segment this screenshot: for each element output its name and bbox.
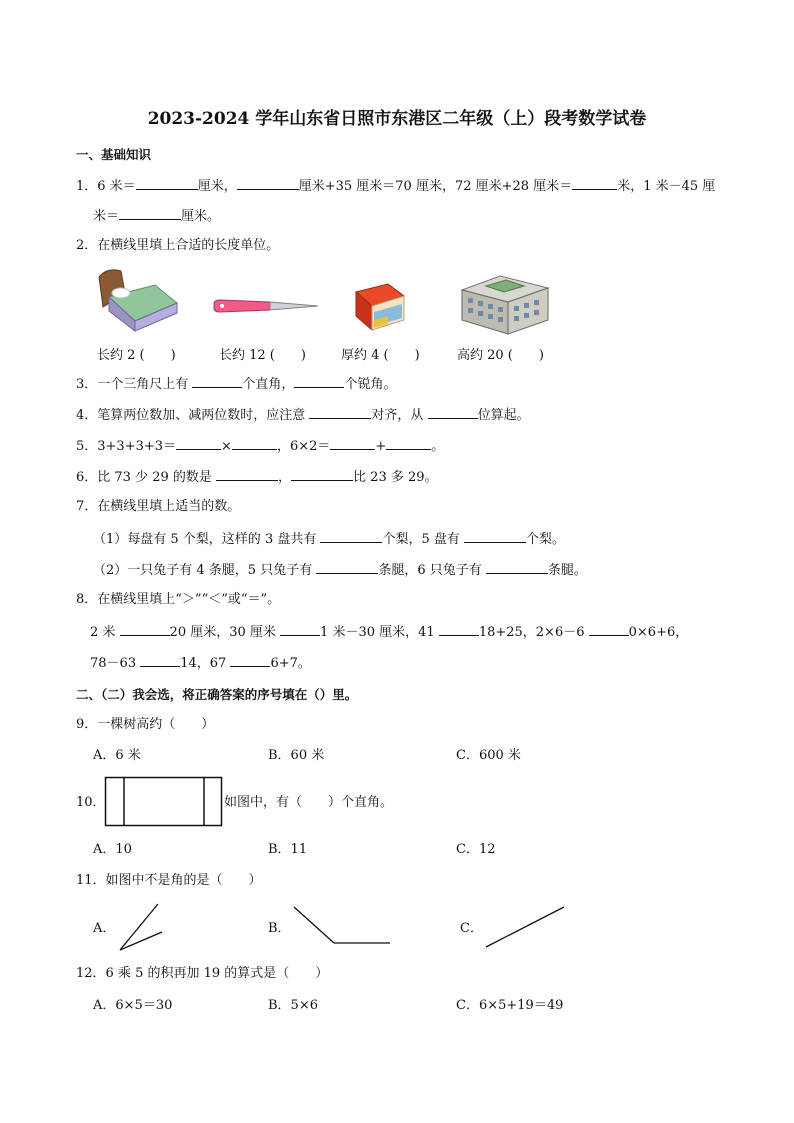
q5-text-a: 5．3+3+3+3＝ xyxy=(76,439,177,454)
question-6 xyxy=(76,467,438,487)
question-7-text: 7．在横线里填上适当的数。 xyxy=(76,499,241,514)
line-figure-c xyxy=(484,905,566,949)
question-1-line-2 xyxy=(93,206,220,226)
q3-blank-1[interactable] xyxy=(192,374,242,388)
caption-book: 厚约 4 ( ) xyxy=(341,348,420,363)
q5-blank-4[interactable] xyxy=(386,436,431,450)
q5-text-c: ，6×2＝ xyxy=(276,439,331,454)
q10-option-b[interactable]: B．11 xyxy=(268,842,308,857)
q7-s1-blank-1[interactable] xyxy=(320,529,382,543)
section-2-heading: 二、（二）我会选，将正确答案的序号填在（）里。 xyxy=(76,687,358,702)
q10-text: 如图中，有（ ）个直角。 xyxy=(224,795,394,810)
q8-blank-1[interactable] xyxy=(120,622,170,636)
page-title: 2023-2024 学年山东省日照市东港区二年级（上）段考数学试卷 xyxy=(147,109,647,129)
question-8-line-1 xyxy=(90,622,688,642)
q8-blank-6[interactable] xyxy=(230,653,270,667)
q8-blank-2[interactable] xyxy=(280,622,320,636)
q5-blank-1[interactable] xyxy=(176,436,221,450)
q9-option-b[interactable]: B．60 米 xyxy=(268,748,325,763)
q12-option-b[interactable]: B．5×6 xyxy=(268,998,318,1013)
q8-text-g: 14，67 xyxy=(180,656,227,671)
q6-blank-1[interactable] xyxy=(216,467,278,481)
q7-s1-text-a: （1）每盘有 5 个梨，这样的 3 盘共有 xyxy=(93,532,317,547)
q9-option-c[interactable]: C．600 米 xyxy=(456,748,521,763)
question-3 xyxy=(76,374,396,394)
q4-blank-2[interactable] xyxy=(428,405,478,419)
q10-option-c[interactable]: C．12 xyxy=(456,842,496,857)
q1-text-c: 厘米+35 厘米＝70 厘米，72 厘米+28 厘米＝ xyxy=(298,179,573,194)
q4-text-c: 位算起。 xyxy=(477,408,530,423)
book-icon xyxy=(352,282,408,334)
q5-text-d: + xyxy=(375,439,387,454)
q11-option-a[interactable]: A． xyxy=(93,921,116,936)
q1-text-a: 1．6 米＝ xyxy=(76,179,136,194)
q6-text-c: 比 23 多 29。 xyxy=(353,470,438,485)
q4-text-b: 对齐，从 xyxy=(371,408,424,423)
q1-blank-2[interactable] xyxy=(237,176,299,190)
section-1-heading: 一、基础知识 xyxy=(76,147,152,162)
q8-text-d: 18+25，2×6－6 xyxy=(478,625,585,640)
q8-text-h: 6+7。 xyxy=(270,656,311,671)
q11-option-b[interactable]: B． xyxy=(268,921,291,936)
q7-s1-text-b: 个梨，5 盘有 xyxy=(382,532,460,547)
q8-blank-3[interactable] xyxy=(439,622,479,636)
caption-knife: 长约 12 ( ) xyxy=(219,348,306,363)
q5-text-b: × xyxy=(221,439,232,454)
angle-figure-a xyxy=(118,902,164,952)
building-icon xyxy=(456,270,552,336)
question-7-sub-1 xyxy=(93,529,565,549)
q1-blank-3[interactable] xyxy=(572,176,617,190)
q1-text-e: 米＝ xyxy=(93,209,120,224)
q6-text-a: 6．比 73 少 29 的数是 xyxy=(76,470,212,485)
q6-text-b: ， xyxy=(278,470,292,485)
q8-text-f: 78－63 xyxy=(90,656,137,671)
q7-s2-blank-1[interactable] xyxy=(316,560,378,574)
q3-text-a: 3．一个三角尺上有 xyxy=(76,377,189,392)
question-7-sub-2 xyxy=(93,560,587,580)
q1-blank-4[interactable] xyxy=(119,206,181,220)
question-11-text: 11．如图中不是角的是（ ） xyxy=(76,873,262,888)
question-9-text: 9．一棵树高约（ ） xyxy=(76,717,215,732)
knife-icon xyxy=(212,296,320,318)
q8-blank-4[interactable] xyxy=(589,622,629,636)
q1-text-b: 厘米， xyxy=(197,179,237,194)
question-1-line-1 xyxy=(76,176,715,196)
angle-figure-b xyxy=(292,905,392,947)
q5-blank-3[interactable] xyxy=(330,436,375,450)
q9-option-a[interactable]: A．6 米 xyxy=(93,748,141,763)
q4-blank-1[interactable] xyxy=(309,405,371,419)
q5-blank-2[interactable] xyxy=(232,436,277,450)
question-2-text: 2．在横线里填上合适的长度单位。 xyxy=(76,238,280,253)
q6-blank-2[interactable] xyxy=(291,467,353,481)
q3-text-b: 个直角， xyxy=(242,377,295,392)
q10-option-a[interactable]: A．10 xyxy=(93,842,132,857)
question-8-line-2 xyxy=(90,653,311,673)
q7-s2-text-b: 条腿，6 只兔子有 xyxy=(378,563,482,578)
q8-text-a: 2 米 xyxy=(90,625,116,640)
q8-blank-5[interactable] xyxy=(140,653,180,667)
question-5 xyxy=(76,436,444,456)
caption-building: 高约 20 ( ) xyxy=(457,348,544,363)
q1-text-d: 米，1 米－45 厘 xyxy=(617,179,716,194)
q7-s1-blank-2[interactable] xyxy=(464,529,526,543)
q7-s2-text-a: （2）一只兔子有 4 条腿，5 只兔子有 xyxy=(93,563,313,578)
q1-text-f: 厘米。 xyxy=(181,209,221,224)
q4-text-a: 4．笔算两位数加、减两位数时，应注意 xyxy=(76,408,306,423)
question-12-text: 12．6 乘 5 的积再加 19 的算式是（ ） xyxy=(76,966,329,981)
q12-option-a[interactable]: A．6×5＝30 xyxy=(93,998,173,1013)
rectangle-figure xyxy=(104,776,224,828)
q5-text-e: 。 xyxy=(431,439,445,454)
caption-bed: 长约 2 ( ) xyxy=(97,348,176,363)
question-8-text: 8．在横线里填上“＞”“＜”或“＝”。 xyxy=(76,592,281,607)
q12-option-c[interactable]: C．6×5+19＝49 xyxy=(456,998,564,1013)
q3-text-c: 个锐角。 xyxy=(344,377,397,392)
q8-text-b: 20 厘米，30 厘米 xyxy=(169,625,276,640)
q3-blank-2[interactable] xyxy=(294,374,344,388)
q1-blank-1[interactable] xyxy=(136,176,198,190)
q11-option-c[interactable]: C． xyxy=(460,921,483,936)
q7-s2-blank-2[interactable] xyxy=(486,560,548,574)
question-4 xyxy=(76,405,530,425)
bed-icon xyxy=(95,265,180,335)
q8-text-e: 0×6+6， xyxy=(628,625,689,640)
q8-text-c: 1 米－30 厘米，41 xyxy=(320,625,435,640)
q10-number: 10． xyxy=(76,795,106,810)
q7-s2-text-c: 条腿。 xyxy=(547,563,587,578)
q7-s1-text-c: 个梨。 xyxy=(526,532,566,547)
